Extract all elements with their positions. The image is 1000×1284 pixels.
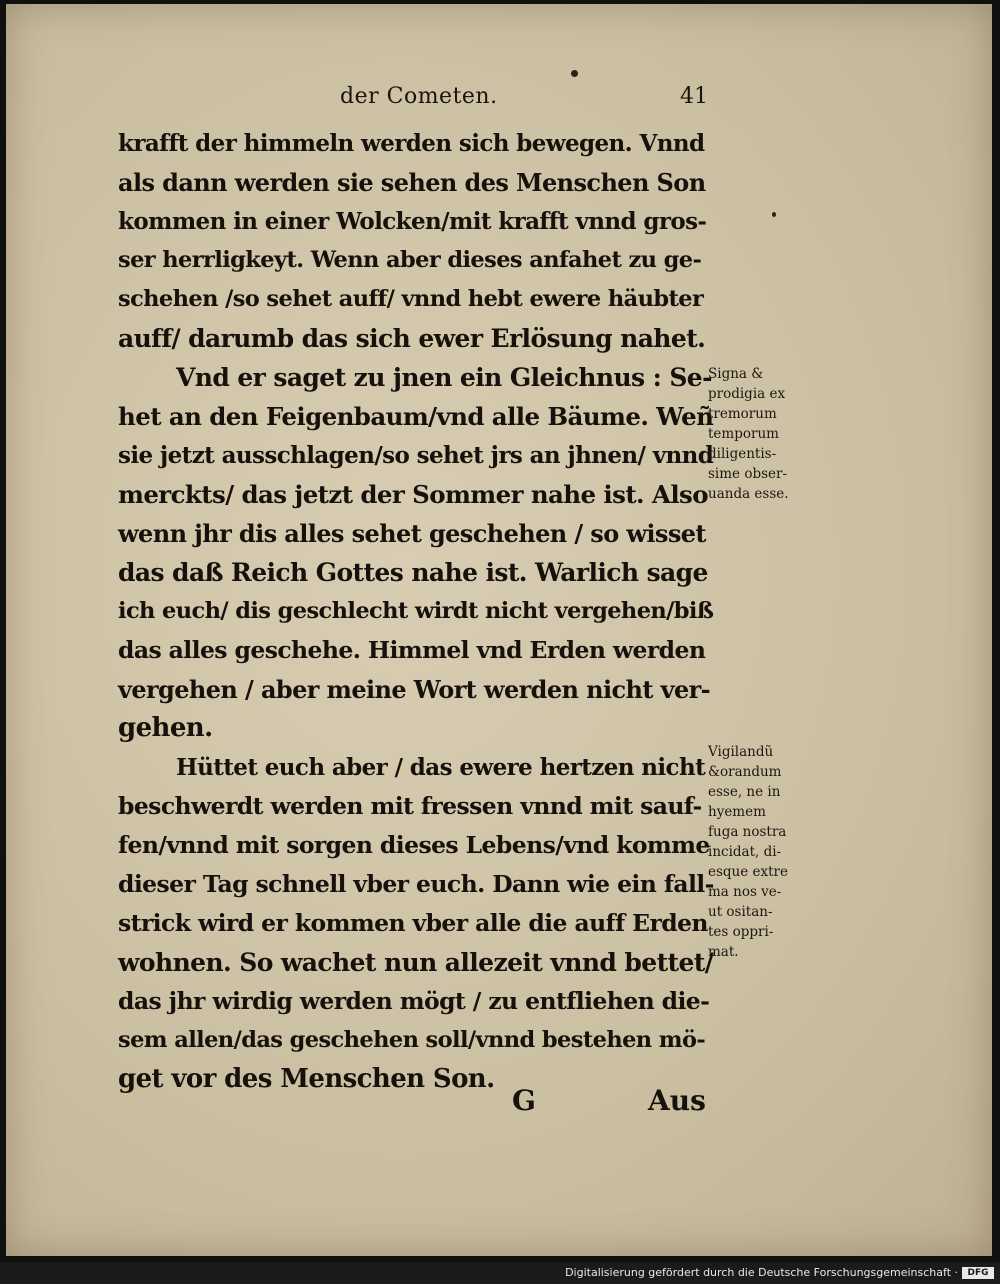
marginal-line: tes oppri- (708, 924, 774, 940)
text-line: ich euch/ dis geschlecht wirdt nicht vergehen/biß (118, 598, 714, 624)
marginal-line: uanda esse. (708, 486, 789, 502)
running-head: der Cometen. (340, 84, 498, 109)
marginal-line: Signa & (708, 366, 764, 382)
marginal-line: diligentis- (708, 446, 777, 462)
marginal-line: tremorum (708, 406, 777, 422)
text-line: ser herrligkeyt. Wenn aber dieses anfahet zu ge- (118, 247, 702, 273)
marginal-line: esque extre (708, 864, 789, 880)
footer-bar (0, 1262, 1000, 1284)
marginal-line: incidat, di- (708, 844, 782, 860)
text-line: das daß Reich Gottes nahe ist. Warlich sage (118, 558, 708, 587)
text-line: als dann werden sie sehen des Menschen Son (118, 168, 706, 197)
text-line: kommen in einer Wolcken/mit krafft vnnd gros- (118, 208, 707, 235)
marginal-note-signa (708, 364, 803, 504)
text-line: sem allen/das geschehen soll/vnnd bestehen mö- (118, 1027, 706, 1053)
text-line: dieser Tag schnell vber euch. Dann wie ein fall- (118, 870, 714, 898)
catchword: Aus (648, 1084, 706, 1117)
marginal-line: ut ositan- (708, 904, 773, 920)
text-line: het an den Feigenbaum/vnd alle Bäume. Weñ (118, 402, 714, 431)
marginal-line: ma nos ve- (708, 884, 782, 900)
marginal-line: sime obser- (708, 466, 788, 482)
text-line: krafft der himmeln werden sich bewegen. Vnnd (118, 130, 705, 157)
page-number: 41 (680, 84, 708, 109)
text-line: get vor des Menschen Son. (118, 1064, 495, 1094)
marginal-line: fuga nostra (708, 824, 787, 840)
ink-spot (772, 212, 776, 217)
dfg-logo: DFG (962, 1267, 994, 1279)
text-line: das jhr wirdig werden mögt / zu entfliehen die- (118, 987, 710, 1015)
text-line: schehen /so sehet auff/ vnnd hebt ewere häubter (118, 286, 704, 312)
text-line: auff/ darumb das sich ewer Erlösung nahet. (118, 324, 706, 353)
paragraph-start: Hüttet euch aber / das ewere hertzen nicht (176, 754, 706, 781)
ink-spot (571, 70, 578, 77)
text-line: beschwerdt werden mit fressen vnnd mit sauf- (118, 792, 702, 820)
marginal-line: Vigilandũ (708, 744, 774, 760)
text-line: wohnen. So wachet nun allezeit vnnd bettet/ (118, 948, 714, 977)
paragraph-start: Vnd er saget zu jnen ein Gleichnus : Se- (176, 363, 712, 392)
marginal-line: mat. (708, 944, 739, 960)
text-line: strick wird er kommen vber alle die auff Erden (118, 909, 708, 937)
marginal-line: prodigia ex (708, 386, 786, 402)
marginal-note-vigilandum (708, 742, 803, 962)
text-line: fen/vnnd mit sorgen dieses Lebens/vnd komme (118, 831, 710, 859)
text-line: gehen. (118, 713, 213, 743)
text-line: wenn jhr dis alles sehet geschehen / so wisset (118, 519, 706, 548)
body-text (118, 124, 714, 1099)
marginal-line: temporum (708, 426, 779, 442)
text-line: sie jetzt ausschlagen/so sehet jrs an jhnen/ vnnd (118, 442, 714, 469)
text-line: merckts/ das jetzt der Sommer nahe ist. Also (118, 480, 708, 509)
marginal-line: &orandum (708, 764, 782, 780)
marginal-line: hyemem (708, 804, 766, 820)
signature-mark: G (512, 1084, 536, 1117)
funding-notice: Digitalisierung gefördert durch die Deutsche Forschungsgemeinschaft · (565, 1266, 958, 1279)
text-line: vergehen / aber meine Wort werden nicht ver- (118, 675, 711, 704)
text-line: das alles geschehe. Himmel vnd Erden werden (118, 636, 706, 664)
marginal-line: esse, ne in (708, 784, 781, 800)
